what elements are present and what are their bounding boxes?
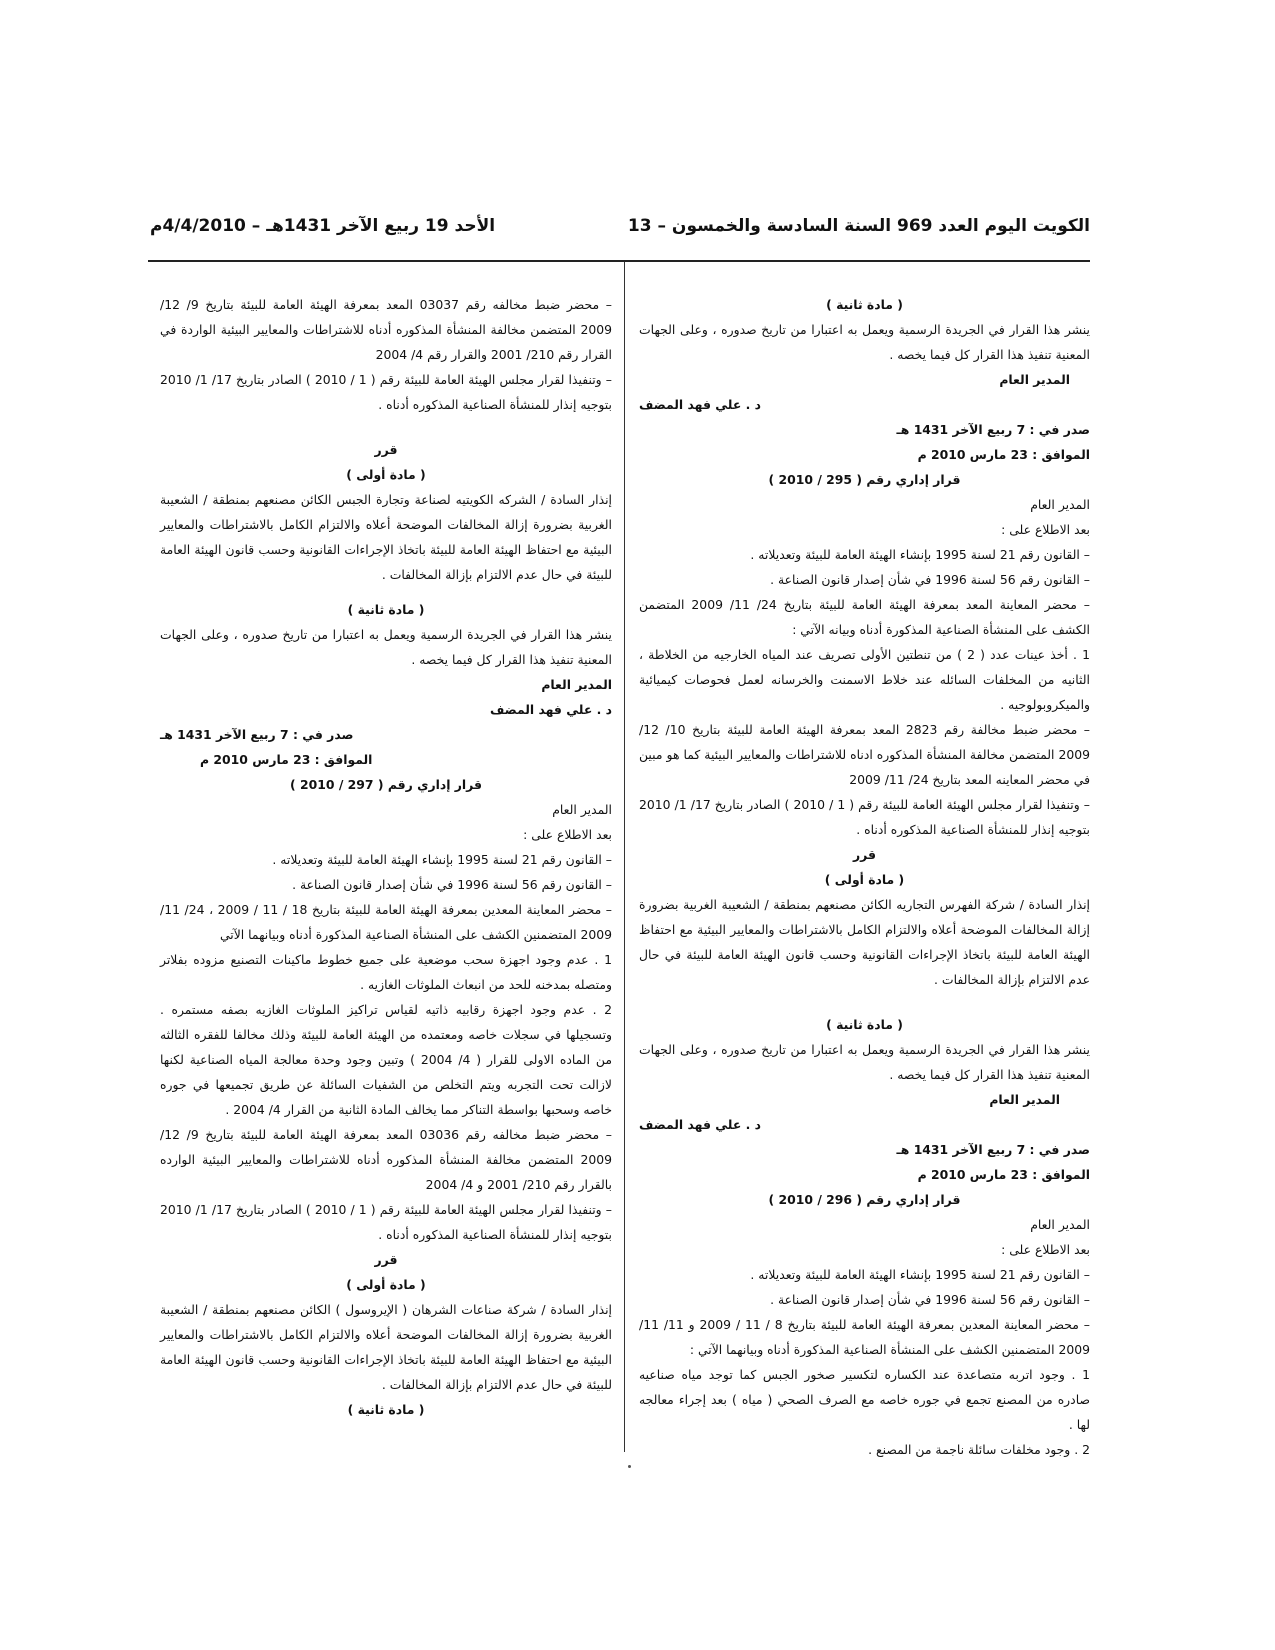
- decides-heading: قرر: [374, 442, 398, 457]
- signatory-title: المدير العام: [541, 677, 612, 692]
- paragraph: 2 . وجود مخلفات سائلة ناجمة من المصنع .: [868, 1442, 1090, 1457]
- paragraph: – محضر المعاينة المعد بمعرفة الهيئة العامة للبيئة بتاريخ 24/ 11/ 2009 المتضمن الكشف على المنشأة الصناعية المذكورة أدناه وبيانه الآتي :: [639, 597, 1090, 637]
- issuer-title: المدير العام: [1030, 1217, 1090, 1232]
- paragraph: 2 . عدم وجود اجهزة رقابيه ذاتيه لقياس تراكيز الملوثات الغازيه بصفه مستمره . وتسجيلها في سجلات خاصه ومعتمده من الهيئة العامة للبيئة وذلك مخالفا للفقره الثالثه من الماده الاولى للقرار ( 4/ 2004 ) وتبين وجود وحدة معالجة المياه الصناعية لكنها لازالت تحت التجربه ويتم التخلص من الشفيات السائلة عن طريق تجميعها في جوره خاصه وسحبها بواسطة التناكر مما يخالف المادة الثانية من القرار 4/ 2004 .: [160, 1002, 612, 1117]
- paragraph: – محضر ضبط مخالفة رقم 2823 المعد بمعرفة الهيئة العامة للبيئة بتاريخ 10/ 12/ 2009 المتضمن مخالفة المنشأة المذكوره ادناه للاشتراطات والمعايير البيئية كما هو مبين في محضر المعاينه المعد بتاريخ 24/ 11/ 2009: [639, 722, 1090, 787]
- paragraph: – القانون رقم 21 لسنة 1995 بإنشاء الهيئة العامة للبيئة وتعديلاته .: [750, 1267, 1090, 1282]
- signatory-name: د . علي فهد المضف: [489, 702, 612, 717]
- paragraph: – القانون رقم 56 لسنة 1996 في شأن إصدار قانون الصناعة .: [770, 1292, 1090, 1307]
- issue-date: صدر في : 7 ربيع الآخر 1431 هـ: [896, 422, 1090, 437]
- paragraph: – وتنفيذا لقرار مجلس الهيئة العامة للبيئة رقم ( 1 / 2010 ) الصادر بتاريخ 17/ 1/ 2010 بتوجيه إنذار للمنشأة الصناعية المذكوره أدناه .: [160, 1202, 612, 1242]
- left-column: [160, 292, 612, 1422]
- paragraph: – القانون رقم 21 لسنة 1995 بإنشاء الهيئة العامة للبيئة وتعديلاته .: [750, 547, 1090, 562]
- gregorian-date: الموافق : 23 مارس 2010 م: [917, 447, 1090, 462]
- article-heading: ( مادة ثانية ): [347, 1402, 425, 1417]
- issue-date: صدر في : 7 ربيع الآخر 1431 هـ: [160, 727, 354, 742]
- article-heading: ( مادة أولى ): [346, 1277, 426, 1292]
- issue-date: صدر في : 7 ربيع الآخر 1431 هـ: [896, 1142, 1090, 1157]
- decision-number: قرار إداري رقم ( 297 / 2010 ): [290, 777, 482, 792]
- scan-speck: [628, 1465, 631, 1468]
- paragraph: – وتنفيذا لقرار مجلس الهيئة العامة للبيئة رقم ( 1 / 2010 ) الصادر بتاريخ 17/ 1/ 2010 بتوجيه إنذار للمنشأة الصناعية المذكوره أدناه .: [160, 372, 612, 412]
- gregorian-date: الموافق : 23 مارس 2010 م: [917, 1167, 1090, 1182]
- signatory-title: المدير العام: [989, 1092, 1060, 1107]
- decides-heading: قرر: [853, 847, 876, 862]
- article-heading: ( مادة ثانية ): [347, 602, 425, 617]
- signatory-name: د . علي فهد المضف: [639, 397, 762, 412]
- paragraph: ينشر هذا القرار في الجريدة الرسمية ويعمل به اعتبارا من تاريخ صدوره ، وعلى الجهات المعنية تنفيذ هذا القرار كل فيما يخصه .: [639, 1042, 1090, 1082]
- paragraph: – القانون رقم 21 لسنة 1995 بإنشاء الهيئة العامة للبيئة وتعديلاته .: [272, 852, 612, 867]
- article-heading: ( مادة ثانية ): [826, 1017, 903, 1032]
- paragraph: – وتنفيذا لقرار مجلس الهيئة العامة للبيئة رقم ( 1 / 2010 ) الصادر بتاريخ 17/ 1/ 2010 بتوجيه إنذار للمنشأة الصناعية المذكوره أدناه .: [639, 797, 1090, 837]
- decides-heading: قرر: [374, 1252, 398, 1267]
- paragraph: إنذار السادة / الشركه الكويتيه لصناعة وتجارة الجبس الكائن مصنعهم بمنطقة / الشعيبة الغربية بضرورة إزالة المخالفات الموضحة أعلاه والالتزام الكامل بالاشتراطات والمعايير البيئية مع احتفاظ الهيئة العامة للبيئة باتخاذ الإجراءات القانونية وحسب قانون الهيئة العامة للبيئة في حال عدم الالتزام بإزالة المخالفات .: [160, 492, 612, 582]
- issuer-title: المدير العام: [1030, 497, 1090, 512]
- gregorian-date: الموافق : 23 مارس 2010 م: [200, 752, 373, 767]
- paragraph: 1 . أخذ عينات عدد ( 2 ) من تنطتين الأولى تصريف عند المياه الخارجيه من الخلاطة ، الثانيه من المخلفات السائله عند خلاط الاسمنت والخرسانه لعمل فحوصات كيميائية والميكروبولوجيه .: [639, 647, 1090, 712]
- issuer-title: المدير العام: [552, 802, 612, 817]
- header-issue-info: الكويت اليوم العدد 969 السنة السادسة والخمسون – 13: [627, 216, 1090, 236]
- paragraph: – محضر ضبط مخالفه رقم 03036 المعد بمعرفة الهيئة العامة للبيئة بتاريخ 9/ 12/ 2009 المتضمن مخالفة المنشأة المذكوره أدناه للاشتراطات والمعايير البيئية الوارده بالقرار رقم 210/ 2001 و 4/ 2004: [160, 1127, 612, 1192]
- decision-number: قرار إداري رقم ( 296 / 2010 ): [768, 1192, 961, 1207]
- preamble: بعد الاطلاع على :: [523, 827, 612, 842]
- signatory-name: د . علي فهد المضف: [639, 1117, 762, 1132]
- column-divider: [624, 262, 625, 1452]
- header-date: الأحد 19 ربيع الآخر 1431هـ – 4/4/2010م: [150, 216, 496, 236]
- article-heading: ( مادة أولى ): [346, 467, 426, 482]
- paragraph: ينشر هذا القرار في الجريدة الرسمية ويعمل به اعتبارا من تاريخ صدوره ، وعلى الجهات المعنية تنفيذ هذا القرار كل فيما يخصه .: [639, 322, 1090, 362]
- header-divider: [148, 260, 1090, 262]
- paragraph: 1 . وجود اتربه متصاعدة عند الكساره لتكسير صخور الجبس كما توجد مياه صناعيه صادره من المصنع تجمع في جوره خاصه مع الصرف الصحي ( مياه ) بعد إجراء معالجه لها .: [639, 1367, 1090, 1432]
- paragraph: إنذار السادة / شركة الفهرس التجاريه الكائن مصنعهم بمنطقة / الشعيبة الغربية بضرورة إزالة المخالفات الموضحة أعلاه والالتزام الكامل بالاشتراطات والمعايير البيئية مع احتفاظ الهيئة العامة للبيئة باتخاذ الإجراءات القانونية وحسب قانون الهيئة العامة للبيئة في حال عدم الالتزام بإزالة المخالفات .: [639, 897, 1090, 987]
- paragraph: 1 . عدم وجود اجهزة سحب موضعية على جميع خطوط ماكينات التصنيع مزوده بفلاتر ومتصله بمدخنه للحد من انبعاث الملوثات الغازيه .: [160, 952, 612, 992]
- paragraph: – محضر المعاينة المعدين بمعرفة الهيئة العامة للبيئة بتاريخ 8 / 11 / 2009 و 11/ 11/ 2009 المتضمنين الكشف على المنشأة الصناعية المذكورة أدناه وبيانهما الآتي :: [639, 1317, 1090, 1357]
- paragraph: إنذار السادة / شركة صناعات الشرهان ( الإيروسول ) الكائن مصنعهم بمنطقة / الشعيبة الغربية بضرورة إزالة المخالفات الموضحة أعلاه والالتزام الكامل بالاشتراطات والمعايير البيئية مع احتفاظ الهيئة العامة للبيئة باتخاذ الإجراءات القانونية وحسب قانون الهيئة العامة للبيئة في حال عدم الالتزام بإزالة المخالفات .: [160, 1302, 612, 1392]
- page-header: [150, 216, 1090, 248]
- decision-number: قرار إداري رقم ( 295 / 2010 ): [768, 472, 961, 487]
- preamble: بعد الاطلاع على :: [1001, 522, 1090, 537]
- paragraph: – محضر ضبط مخالفه رقم 03037 المعد بمعرفة الهيئة العامة للبيئة بتاريخ 9/ 12/ 2009 المتضمن مخالفة المنشأة المذكوره أدناه للاشتراطات والمعايير البيئية الواردة في القرار رقم 210/ 2001 والقرار رقم 4/ 2004: [160, 297, 612, 362]
- preamble: بعد الاطلاع على :: [1001, 1242, 1090, 1257]
- paragraph: – القانون رقم 56 لسنة 1996 في شأن إصدار قانون الصناعة .: [292, 877, 612, 892]
- right-column: [639, 292, 1090, 1462]
- article-heading: ( مادة أولى ): [824, 872, 905, 887]
- paragraph: – القانون رقم 56 لسنة 1996 في شأن إصدار قانون الصناعة .: [770, 572, 1090, 587]
- article-heading: ( مادة ثانية ): [826, 297, 903, 312]
- paragraph: ينشر هذا القرار في الجريدة الرسمية ويعمل به اعتبارا من تاريخ صدوره ، وعلى الجهات المعنية تنفيذ هذا القرار كل فيما يخصه .: [160, 627, 612, 667]
- paragraph: – محضر المعاينة المعدين بمعرفة الهيئة العامة للبيئة بتاريخ 18 / 11 / 2009 ، 24/ 11/ 2009 المتضمنين الكشف على المنشأة الصناعية المذكورة أدناه وبيانهما الآتي: [160, 902, 612, 942]
- signatory-title: المدير العام: [999, 372, 1070, 387]
